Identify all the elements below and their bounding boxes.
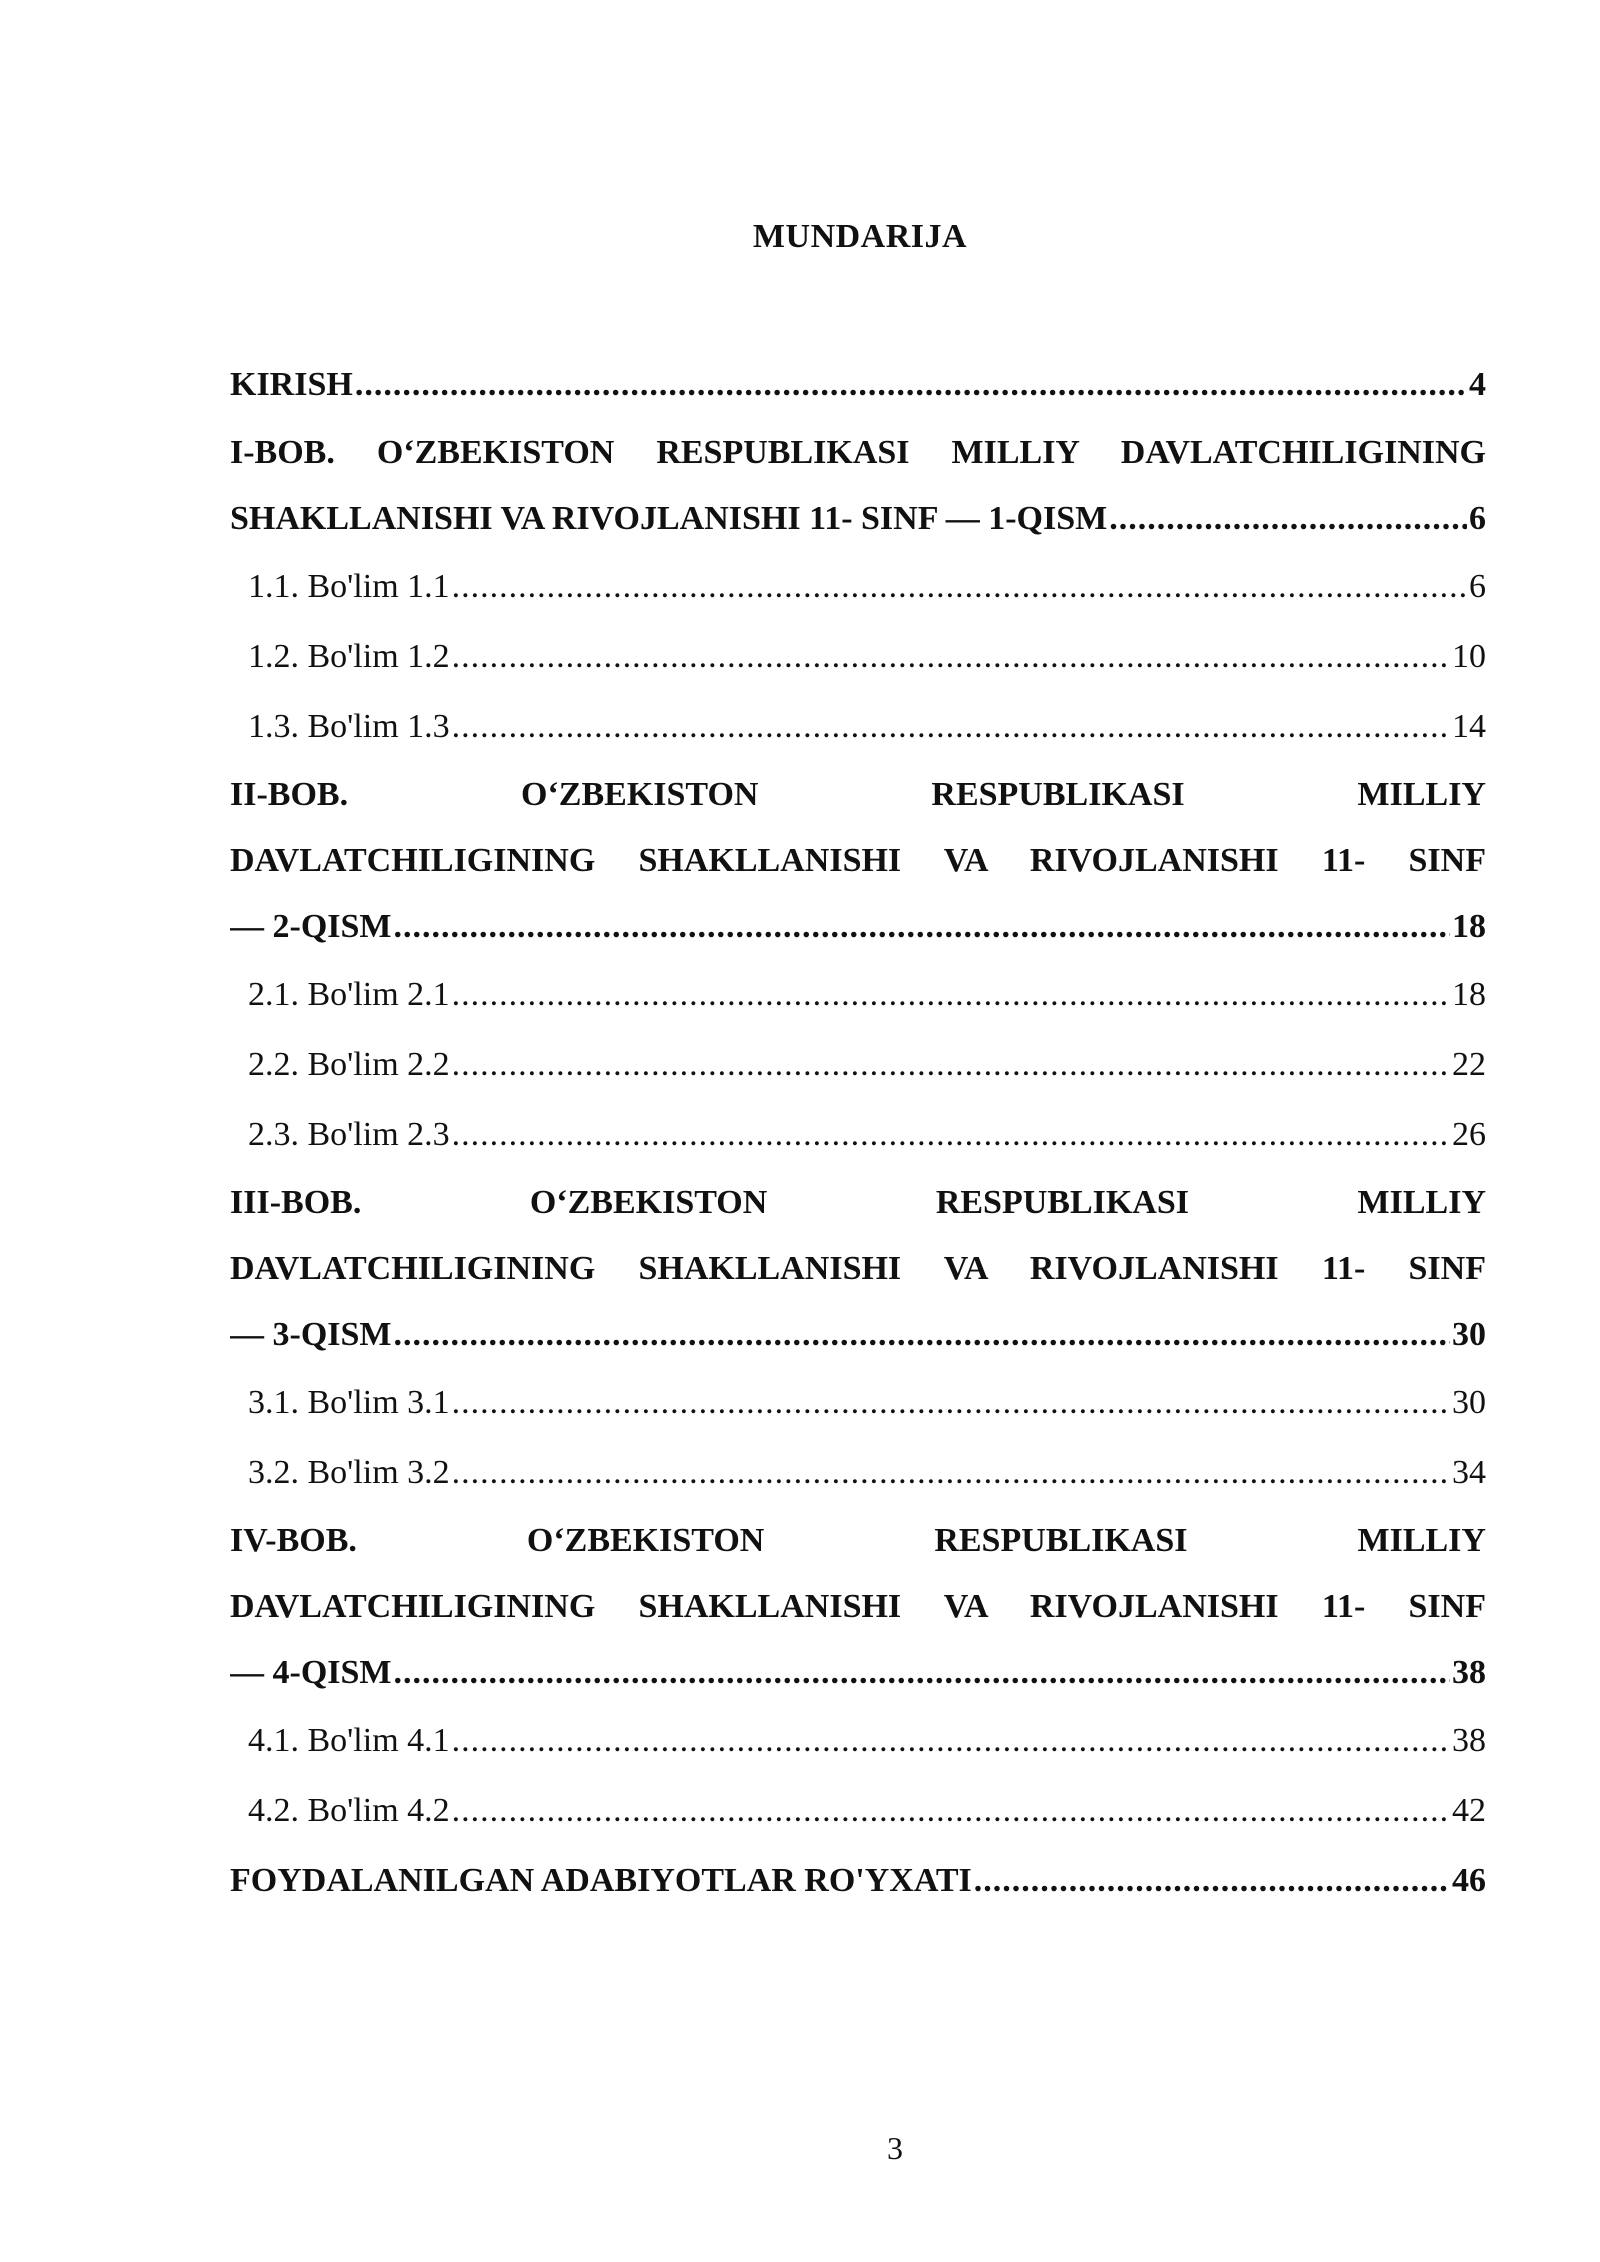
toc-label: 2.3. Bo'lim 2.3 (248, 1116, 450, 1153)
toc-label: 1.2. Bo'lim 1.2 (248, 638, 450, 675)
toc-label-line (230, 828, 1486, 894)
toc-entry-chapter-3[interactable] (230, 1170, 1486, 1368)
toc-label-line (230, 1574, 1486, 1640)
toc-entry-3-2[interactable] (230, 1438, 1486, 1508)
toc-entry-chapter-2[interactable] (230, 762, 1486, 960)
toc-label: 4.1. Bo'lim 4.1 (248, 1722, 450, 1759)
toc-label-word: RESPUBLIKASI (935, 1184, 1190, 1221)
dot-leader (394, 1640, 1451, 1706)
toc-label-word: MILLIY (1357, 776, 1486, 813)
toc-label: 1.1. Bo'lim 1.1 (248, 568, 450, 605)
toc-label-word: IV-BOB. (230, 1522, 357, 1559)
toc-label-line (230, 1170, 1486, 1236)
toc-page: 6 (1469, 500, 1486, 537)
toc-label-word: RESPUBLIKASI (934, 1522, 1188, 1559)
toc-label-word: RESPUBLIKASI (931, 776, 1185, 813)
toc-entry-2-1[interactable] (230, 960, 1486, 1030)
toc-label: 3.1. Bo'lim 3.1 (248, 1384, 450, 1421)
toc-entry-2-3[interactable] (230, 1100, 1486, 1170)
dot-leader (452, 1030, 1450, 1100)
dot-leader (452, 622, 1450, 692)
page-title: MUNDARIJA (752, 218, 968, 255)
toc-page: 42 (1452, 1792, 1486, 1829)
toc-label-line-last (230, 1640, 1486, 1706)
toc-label: 2.1. Bo'lim 2.1 (248, 976, 450, 1013)
toc-page: 46 (1452, 1862, 1486, 1899)
dot-leader (452, 1438, 1450, 1508)
toc-label-word: MILLIY (1357, 1522, 1486, 1559)
toc-label-word: MILLIY (1357, 1184, 1486, 1221)
dot-leader (452, 552, 1467, 622)
dot-leader (1109, 486, 1467, 552)
toc-label: DAVLATCHILIGINING SHAKLLANISHI VA RIVOJLANISHI 11- SINF (230, 842, 1486, 879)
toc-entry-1-2[interactable] (230, 622, 1486, 692)
toc-entry-1-3[interactable] (230, 692, 1486, 762)
toc-page: 34 (1452, 1454, 1486, 1491)
toc-label: 3.2. Bo'lim 3.2 (248, 1454, 450, 1491)
toc-label-line-last (230, 1302, 1486, 1368)
toc-page: 26 (1452, 1116, 1486, 1153)
toc-label-line-last (230, 486, 1486, 552)
dot-leader (355, 350, 1467, 420)
toc-label: 2.2. Bo'lim 2.2 (248, 1046, 450, 1083)
dot-leader (452, 1368, 1450, 1438)
dot-leader (974, 1846, 1450, 1916)
toc-page: 38 (1452, 1654, 1486, 1691)
toc-page: 30 (1452, 1384, 1486, 1421)
toc-entry-chapter-1[interactable] (230, 420, 1486, 552)
toc-label: — 3-QISM (230, 1316, 392, 1353)
toc-page: 14 (1452, 708, 1486, 745)
toc-page: 18 (1452, 976, 1486, 1013)
toc-entry-2-2[interactable] (230, 1030, 1486, 1100)
toc-entry-4-2[interactable] (230, 1776, 1486, 1846)
toc-label-line (230, 1508, 1486, 1574)
toc-page: 10 (1452, 638, 1486, 675)
toc-label: 4.2. Bo'lim 4.2 (248, 1792, 450, 1829)
toc-page: 22 (1452, 1046, 1486, 1083)
toc-label: DAVLATCHILIGINING SHAKLLANISHI VA RIVOJLANISHI 11- SINF (230, 1588, 1486, 1625)
toc-page: 4 (1469, 366, 1486, 403)
toc-entry-chapter-4[interactable] (230, 1508, 1486, 1706)
toc-label-word: O‘ZBEKISTON (526, 1522, 765, 1559)
toc-label-line (230, 420, 1486, 486)
table-of-contents (230, 350, 1486, 1916)
dot-leader (394, 1302, 1451, 1368)
toc-page: 6 (1469, 568, 1486, 605)
toc-label: FOYDALANILGAN ADABIYOTLAR RO'YXATI (230, 1862, 972, 1899)
toc-label-line-last (230, 894, 1486, 960)
toc-entry-1-1[interactable] (230, 552, 1486, 622)
toc-page: 30 (1452, 1316, 1486, 1353)
toc-label-line (230, 762, 1486, 828)
dot-leader (452, 1100, 1450, 1170)
toc-label-word: III-BOB. (230, 1184, 362, 1221)
toc-label: — 4-QISM (230, 1654, 392, 1691)
toc-entry-kirish[interactable] (230, 350, 1486, 420)
toc-label: I-BOB. O‘ZBEKISTON RESPUBLIKASI MILLIY DAVLATCHILIGINING (230, 434, 1486, 471)
toc-entry-3-1[interactable] (230, 1368, 1486, 1438)
dot-leader (452, 1706, 1450, 1776)
dot-leader (452, 692, 1450, 762)
dot-leader (394, 894, 1451, 960)
toc-label: — 2-QISM (230, 908, 392, 945)
toc-label: 1.3. Bo'lim 1.3 (248, 708, 450, 745)
toc-label-word: O‘ZBEKISTON (529, 1184, 768, 1221)
toc-page: 38 (1452, 1722, 1486, 1759)
page-number: 3 (887, 2130, 903, 2166)
toc-label-line (230, 1236, 1486, 1302)
toc-page: 18 (1452, 908, 1486, 945)
toc-label-word: II-BOB. (230, 776, 349, 813)
dot-leader (452, 1776, 1450, 1846)
toc-entry-references[interactable] (230, 1846, 1486, 1916)
dot-leader (452, 960, 1450, 1030)
toc-entry-4-1[interactable] (230, 1706, 1486, 1776)
toc-label: DAVLATCHILIGINING SHAKLLANISHI VA RIVOJLANISHI 11- SINF (230, 1250, 1486, 1287)
toc-label: KIRISH (230, 366, 353, 403)
toc-label: SHAKLLANISHI VA RIVOJLANISHI 11- SINF — 1-QISM (230, 500, 1108, 537)
toc-label-word: O‘ZBEKISTON (521, 776, 759, 813)
